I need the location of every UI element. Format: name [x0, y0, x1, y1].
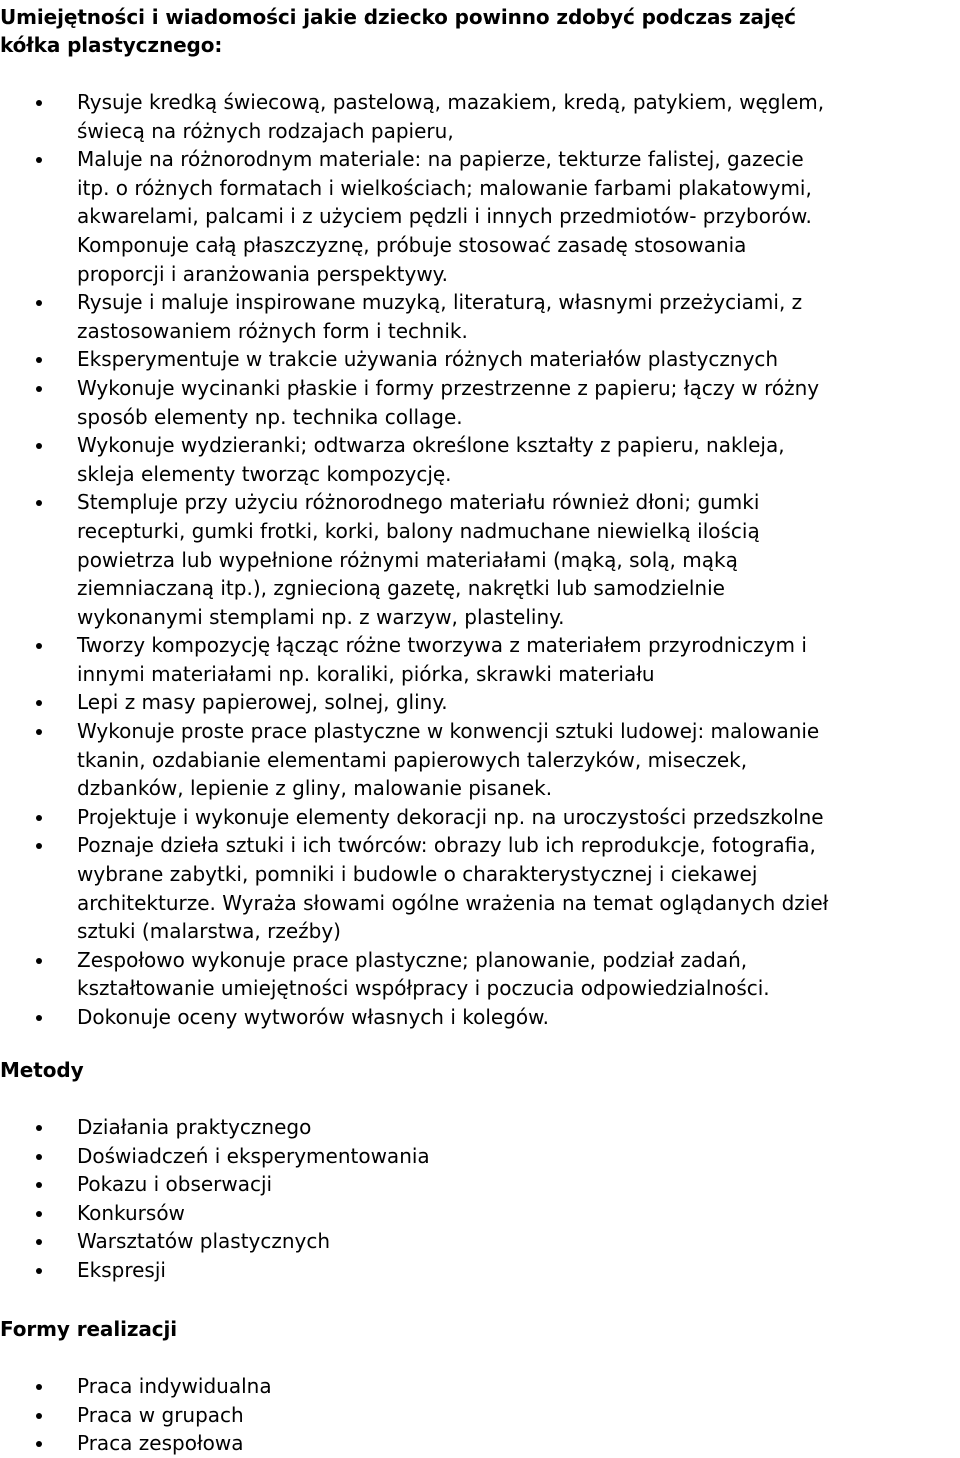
form-label: Praca w grupach: [77, 1402, 244, 1427]
list-item-text-line: Komponuje całą płaszczyznę, próbuje stosować zasadę stosowania: [77, 232, 747, 257]
bullet-icon: [36, 1015, 42, 1021]
bullet-icon: [36, 643, 42, 649]
list-item-text-line: architekturze. Wyraża słowami ogólne wrażenia na temat oglądanych dzieł: [77, 890, 829, 915]
method-label: Ekspresji: [77, 1257, 166, 1282]
list-item-text-line: Maluje na różnorodnym materiale: na papierze, tekturze falistej, gazecie: [77, 147, 804, 172]
method-list-item: [0, 1199, 960, 1228]
list-item-text-line: kształtowanie umiejętności współpracy i poczucia odpowiedzialności.: [77, 976, 770, 1001]
method-label: Pokazu i obserwacji: [77, 1172, 273, 1197]
skill-list-item: [0, 488, 960, 631]
list-item-text-line: Rysuje kredką świecową, pastelową, mazakiem, kredą, patykiem, węglem,: [77, 90, 825, 114]
bullet-icon: [36, 443, 42, 449]
form-list-item: [0, 1372, 960, 1401]
list-item-text-line: Wykonuje wydzieranki; odtwarza określone kształty z papieru, nakleja,: [77, 433, 785, 458]
bullet-icon: [36, 157, 42, 163]
bullet-icon: [36, 357, 42, 363]
method-list-item: [0, 1170, 960, 1199]
skill-list-item: [0, 88, 960, 145]
list-item-text-line: tkanin, ozdabianie elementami papierowych talerzyków, miseczek,: [77, 747, 748, 772]
skill-list-item: [0, 946, 960, 1003]
list-item-text-line: skleja elementy tworząc kompozycję.: [77, 461, 452, 486]
list-item-text-line: powietrza lub wypełnione różnymi materiałami (mąką, solą, mąką: [77, 547, 738, 572]
bullet-icon: [36, 1182, 42, 1188]
skill-list-item: [0, 431, 960, 488]
skill-list-item: [0, 345, 960, 374]
list-item-text-line: Wykonuje proste prace plastyczne w konwencji sztuki ludowej: malowanie: [77, 719, 820, 744]
page-title-line-1: Umiejętności i wiadomości jakie dziecko powinno zdobyć podczas zajęć: [0, 5, 796, 29]
bullet-icon: [36, 1239, 42, 1245]
skill-list-item: [0, 631, 960, 688]
form-label: Praca indywidualna: [77, 1374, 272, 1398]
skill-list-item: [0, 717, 960, 803]
list-item-text-line: Poznaje dzieła sztuki i ich twórców: obrazy lub ich reprodukcje, fotografia,: [77, 833, 816, 858]
form-label: Praca zespołowa: [77, 1431, 244, 1456]
bullet-icon: [36, 843, 42, 849]
bullet-icon: [36, 1413, 42, 1419]
list-item-text-line: Projektuje i wykonuje elementy dekoracji np. na uroczystości przedszkolne: [77, 804, 824, 829]
bullet-icon: [36, 1211, 42, 1217]
list-item-text-line: Eksperymentuje w trakcie używania różnych materiałów plastycznych: [77, 347, 779, 372]
skills-list: [0, 88, 960, 1032]
methods-list: [0, 1113, 960, 1285]
list-item-text-line: Dokonuje oceny wytworów własnych i kolegów.: [77, 1005, 550, 1029]
list-item-text-line: ziemniaczaną itp.), zgniecioną gazetę, nakrętki lub samodzielnie: [77, 576, 725, 601]
bullet-icon: [36, 1268, 42, 1274]
skill-list-item: [0, 1003, 960, 1032]
skill-list-item: [0, 803, 960, 832]
skill-list-item: [0, 288, 960, 345]
forms-list: [0, 1372, 960, 1458]
method-list-item: [0, 1227, 960, 1256]
list-item-text-line: zastosowaniem różnych form i technik.: [77, 318, 468, 343]
skill-list-item: [0, 374, 960, 431]
bullet-icon: [36, 958, 42, 964]
bullet-icon: [36, 1125, 42, 1131]
list-item-text-line: itp. o różnych formatach i wielkościach; malowanie farbami plakatowymi,: [77, 175, 812, 200]
list-item-text-line: Lepi z masy papierowej, solnej, gliny.: [77, 690, 448, 715]
method-label: Doświadczeń i eksperymentowania: [77, 1143, 430, 1168]
list-item-text-line: dzbanków, lepienie z gliny, malowanie pisanek.: [77, 776, 553, 801]
method-list-item: [0, 1142, 960, 1171]
page-title-line-2: kółka plastycznego:: [0, 33, 223, 57]
list-item-text-line: Tworzy kompozycję łącząc różne tworzywa z materiałem przyrodniczym i: [77, 633, 807, 658]
list-item-text-line: proporcji i aranżowania perspektywy.: [77, 261, 449, 286]
list-item-text-line: Zespołowo wykonuje prace plastyczne; planowanie, podział zadań,: [77, 947, 748, 972]
bullet-icon: [36, 1441, 42, 1447]
method-list-item: [0, 1256, 960, 1285]
bullet-icon: [36, 729, 42, 735]
skill-list-item: [0, 688, 960, 717]
list-item-text-line: recepturki, gumki frotki, korki, balony nadmuchane niewielką ilością: [77, 518, 760, 543]
list-item-text-line: sztuki (malarstwa, rzeźby): [77, 919, 341, 944]
page-title: [0, 3, 960, 59]
bullet-icon: [36, 300, 42, 306]
bullet-icon: [36, 1154, 42, 1160]
bullet-icon: [36, 500, 42, 506]
form-list-item: [0, 1401, 960, 1430]
bullet-icon: [36, 1384, 42, 1390]
bullet-icon: [36, 386, 42, 392]
method-label: Konkursów: [77, 1200, 185, 1225]
list-item-text-line: Stempluje przy użyciu różnorodnego materiału również dłoni; gumki: [77, 490, 760, 515]
list-item-text-line: Wykonuje wycinanki płaskie i formy przestrzenne z papieru; łączy w różny: [77, 375, 820, 400]
method-label: Działania praktycznego: [77, 1115, 312, 1139]
list-item-text-line: wykonanymi stemplami np. z warzyw, plasteliny.: [77, 604, 565, 629]
list-item-text-line: wybrane zabytki, pomniki i budowle o charakterystycznej i ciekawej: [77, 862, 758, 887]
form-list-item: [0, 1429, 960, 1458]
bullet-icon: [36, 815, 42, 821]
list-item-text-line: Rysuje i maluje inspirowane muzyką, literaturą, własnymi przeżyciami, z: [77, 290, 803, 315]
skill-list-item: [0, 145, 960, 288]
forms-heading: Formy realizacji: [0, 1317, 178, 1341]
bullet-icon: [36, 100, 42, 106]
list-item-text-line: akwarelami, palcami i z użyciem pędzli i innych przedmiotów- przyborów.: [77, 204, 812, 229]
bullet-icon: [36, 700, 42, 706]
skill-list-item: [0, 831, 960, 945]
method-list-item: [0, 1113, 960, 1142]
list-item-text-line: sposób elementy np. technika collage.: [77, 404, 463, 429]
list-item-text-line: innymi materiałami np. koraliki, piórka, skrawki materiału: [77, 661, 655, 686]
list-item-text-line: świecą na różnych rodzajach papieru,: [77, 118, 454, 143]
method-label: Warsztatów plastycznych: [77, 1229, 331, 1254]
methods-heading: Metody: [0, 1058, 84, 1082]
